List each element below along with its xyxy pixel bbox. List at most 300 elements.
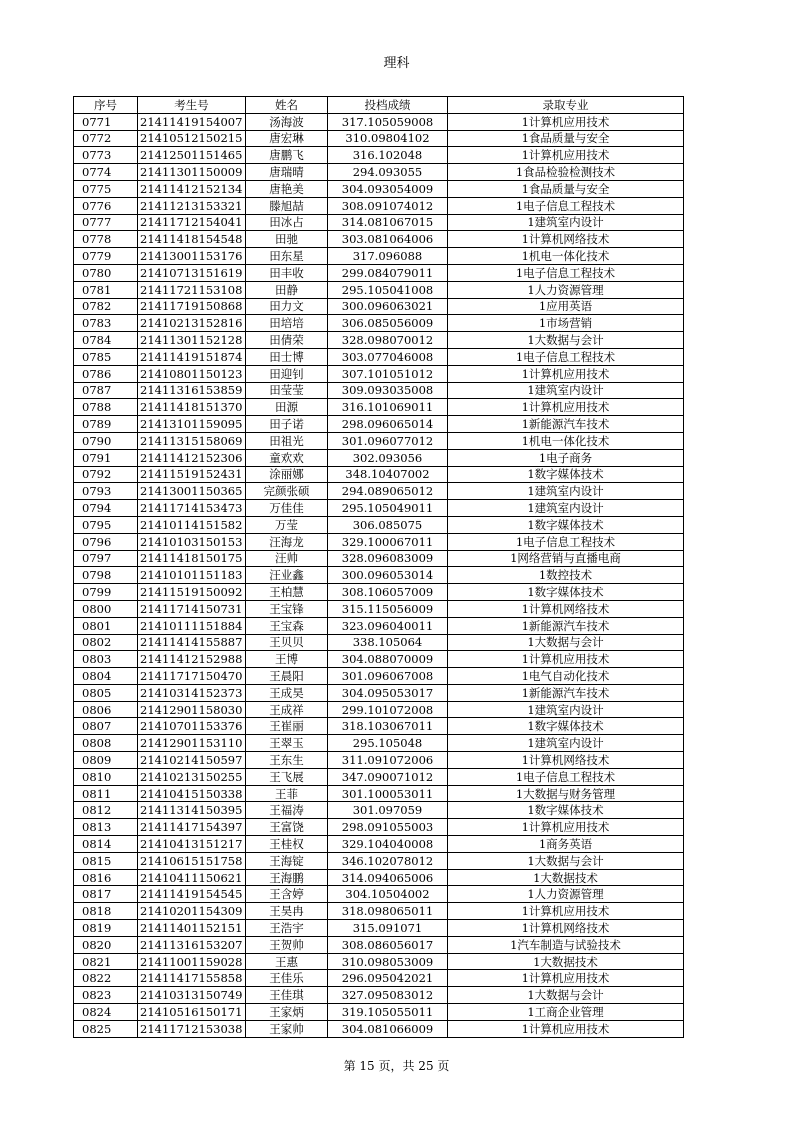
cell-seq: 0824: [74, 1004, 138, 1021]
cell-name: 王福涛: [246, 802, 328, 819]
cell-exam-number: 21411419151874: [138, 348, 246, 365]
cell-name: 王浩宇: [246, 920, 328, 937]
cell-score: 308.106057009: [328, 584, 448, 601]
cell-seq: 0821: [74, 953, 138, 970]
cell-seq: 0817: [74, 886, 138, 903]
cell-name: 王海锭: [246, 852, 328, 869]
cell-score: 301.097059: [328, 802, 448, 819]
cell-seq: 0783: [74, 315, 138, 332]
table-row: [74, 903, 684, 920]
cell-name: 王崔丽: [246, 718, 328, 735]
cell-score: 294.089065012: [328, 483, 448, 500]
cell-score: 347.090071012: [328, 768, 448, 785]
cell-exam-number: 21411315158069: [138, 432, 246, 449]
table-row: [74, 701, 684, 718]
cell-score: 304.093054009: [328, 180, 448, 197]
cell-exam-number: 21411301150009: [138, 164, 246, 181]
cell-score: 303.081064006: [328, 231, 448, 248]
cell-exam-number: 21411316153207: [138, 936, 246, 953]
cell-exam-number: 21410103150153: [138, 533, 246, 550]
cell-major: 1计算机网络技术: [448, 752, 684, 769]
cell-name: 田冰占: [246, 214, 328, 231]
cell-seq: 0793: [74, 483, 138, 500]
cell-seq: 0782: [74, 298, 138, 315]
cell-exam-number: 21411714153473: [138, 500, 246, 517]
cell-major: 1电子信息工程技术: [448, 348, 684, 365]
cell-major: 1汽车制造与试验技术: [448, 936, 684, 953]
cell-seq: 0790: [74, 432, 138, 449]
cell-exam-number: 21411417155858: [138, 970, 246, 987]
table-row: [74, 600, 684, 617]
table-row: [74, 416, 684, 433]
cell-major: 1人力资源管理: [448, 281, 684, 298]
cell-name: 田驰: [246, 231, 328, 248]
cell-major: 1电气自动化技术: [448, 668, 684, 685]
cell-name: 田丰收: [246, 264, 328, 281]
cell-exam-number: 21411401152151: [138, 920, 246, 937]
cell-exam-number: 21411301152128: [138, 332, 246, 349]
cell-seq: 0810: [74, 768, 138, 785]
cell-name: 王菲: [246, 785, 328, 802]
cell-name: 田迎钊: [246, 365, 328, 382]
cell-major: 1电子商务: [448, 449, 684, 466]
cell-major: 1人力资源管理: [448, 886, 684, 903]
cell-name: 王晨阳: [246, 668, 328, 685]
table-row: [74, 332, 684, 349]
table-row: [74, 852, 684, 869]
cell-name: 王海鹏: [246, 869, 328, 886]
cell-major: 1数字媒体技术: [448, 466, 684, 483]
cell-seq: 0798: [74, 567, 138, 584]
cell-name: 王柏慧: [246, 584, 328, 601]
cell-exam-number: 21412901158030: [138, 701, 246, 718]
table-row: [74, 248, 684, 265]
table-row: [74, 920, 684, 937]
cell-exam-number: 21410512150215: [138, 130, 246, 147]
table-row: [74, 735, 684, 752]
table-row: [74, 953, 684, 970]
table-row: [74, 483, 684, 500]
cell-score: 304.088070009: [328, 651, 448, 668]
table-row: [74, 516, 684, 533]
cell-score: 317.096088: [328, 248, 448, 265]
cell-score: 346.102078012: [328, 852, 448, 869]
table-row: [74, 651, 684, 668]
cell-name: 唐宏琳: [246, 130, 328, 147]
page-title: 理科: [383, 56, 410, 71]
table-row: [74, 180, 684, 197]
header-seq: 序号: [74, 97, 138, 114]
cell-major: 1数字媒体技术: [448, 584, 684, 601]
cell-seq: 0811: [74, 785, 138, 802]
cell-score: 300.096063021: [328, 298, 448, 315]
cell-score: 301.100053011: [328, 785, 448, 802]
cell-seq: 0781: [74, 281, 138, 298]
header-major: 录取专业: [448, 97, 684, 114]
cell-score: 303.077046008: [328, 348, 448, 365]
cell-seq: 0807: [74, 718, 138, 735]
table-row: [74, 298, 684, 315]
table-row: [74, 399, 684, 416]
cell-name: 王博: [246, 651, 328, 668]
cell-score: 298.096065014: [328, 416, 448, 433]
cell-major: 1大数据与会计: [448, 634, 684, 651]
cell-name: 唐艳美: [246, 180, 328, 197]
table-row: [74, 214, 684, 231]
cell-exam-number: 21410313150749: [138, 987, 246, 1004]
cell-seq: 0787: [74, 382, 138, 399]
cell-score: 301.096067008: [328, 668, 448, 685]
cell-score: 328.096083009: [328, 550, 448, 567]
cell-exam-number: 21411418151370: [138, 399, 246, 416]
cell-seq: 0780: [74, 264, 138, 281]
cell-major: 1食品质量与安全: [448, 130, 684, 147]
cell-exam-number: 21410701153376: [138, 718, 246, 735]
table-row: [74, 819, 684, 836]
cell-exam-number: 21411419154545: [138, 886, 246, 903]
cell-score: 323.096040011: [328, 617, 448, 634]
cell-major: 1计算机应用技术: [448, 399, 684, 416]
cell-seq: 0813: [74, 819, 138, 836]
cell-name: 田莹莹: [246, 382, 328, 399]
cell-score: 299.101072008: [328, 701, 448, 718]
cell-name: 王昊冉: [246, 903, 328, 920]
cell-exam-number: 21411418154548: [138, 231, 246, 248]
cell-major: 1大数据技术: [448, 953, 684, 970]
cell-seq: 0775: [74, 180, 138, 197]
table-row: [74, 802, 684, 819]
cell-name: 田静: [246, 281, 328, 298]
table-row: [74, 1020, 684, 1037]
cell-major: 1新能源汽车技术: [448, 617, 684, 634]
cell-name: 滕旭喆: [246, 197, 328, 214]
cell-major: 1数字媒体技术: [448, 718, 684, 735]
cell-name: 万佳佳: [246, 500, 328, 517]
cell-exam-number: 21410415150338: [138, 785, 246, 802]
cell-major: 1计算机网络技术: [448, 231, 684, 248]
table-row: [74, 752, 684, 769]
cell-name: 王东生: [246, 752, 328, 769]
cell-exam-number: 21412901153110: [138, 735, 246, 752]
cell-exam-number: 21411412152988: [138, 651, 246, 668]
cell-name: 王富饶: [246, 819, 328, 836]
cell-exam-number: 21410713151619: [138, 264, 246, 281]
cell-exam-number: 21411712153038: [138, 1020, 246, 1037]
cell-major: 1计算机应用技术: [448, 970, 684, 987]
cell-exam-number: 21410101151183: [138, 567, 246, 584]
table-row: [74, 533, 684, 550]
cell-name: 王含婷: [246, 886, 328, 903]
cell-name: 王佳琪: [246, 987, 328, 1004]
cell-major: 1建筑室内设计: [448, 483, 684, 500]
cell-score: 294.093055: [328, 164, 448, 181]
cell-exam-number: 21413001153176: [138, 248, 246, 265]
cell-name: 田士博: [246, 348, 328, 365]
table-row: [74, 768, 684, 785]
cell-major: 1食品检验检测技术: [448, 164, 684, 181]
cell-seq: 0772: [74, 130, 138, 147]
cell-seq: 0771: [74, 113, 138, 130]
table-row: [74, 500, 684, 517]
cell-major: 1计算机应用技术: [448, 651, 684, 668]
cell-score: 310.098053009: [328, 953, 448, 970]
cell-seq: 0803: [74, 651, 138, 668]
table-row: [74, 113, 684, 130]
cell-score: 316.101069011: [328, 399, 448, 416]
cell-seq: 0808: [74, 735, 138, 752]
cell-major: 1电子信息工程技术: [448, 197, 684, 214]
cell-name: 田子诺: [246, 416, 328, 433]
cell-score: 306.085056009: [328, 315, 448, 332]
cell-score: 302.093056: [328, 449, 448, 466]
cell-exam-number: 21411721153108: [138, 281, 246, 298]
cell-exam-number: 21411519152431: [138, 466, 246, 483]
cell-seq: 0806: [74, 701, 138, 718]
cell-seq: 0814: [74, 836, 138, 853]
cell-major: 1计算机应用技术: [448, 819, 684, 836]
cell-name: 涂丽娜: [246, 466, 328, 483]
table-row: [74, 869, 684, 886]
cell-major: 1数控技术: [448, 567, 684, 584]
cell-name: 田倩荣: [246, 332, 328, 349]
table-row: [74, 634, 684, 651]
cell-exam-number: 21410516150171: [138, 1004, 246, 1021]
cell-name: 王成昊: [246, 684, 328, 701]
cell-score: 295.105049011: [328, 500, 448, 517]
header-name: 姓名: [246, 97, 328, 114]
cell-score: 315.115056009: [328, 600, 448, 617]
cell-score: 304.095053017: [328, 684, 448, 701]
cell-seq: 0816: [74, 869, 138, 886]
cell-major: 1新能源汽车技术: [448, 416, 684, 433]
cell-score: 310.09804102: [328, 130, 448, 147]
cell-major: 1计算机应用技术: [448, 365, 684, 382]
table-row: [74, 164, 684, 181]
cell-score: 308.091074012: [328, 197, 448, 214]
cell-seq: 0788: [74, 399, 138, 416]
cell-major: 1建筑室内设计: [448, 735, 684, 752]
cell-exam-number: 21413001150365: [138, 483, 246, 500]
cell-score: 298.091055003: [328, 819, 448, 836]
table-row: [74, 886, 684, 903]
cell-score: 299.084079011: [328, 264, 448, 281]
cell-exam-number: 21410413151217: [138, 836, 246, 853]
table-row: [74, 785, 684, 802]
cell-seq: 0774: [74, 164, 138, 181]
table-row: [74, 130, 684, 147]
table-row: [74, 264, 684, 281]
cell-name: 童欢欢: [246, 449, 328, 466]
cell-major: 1计算机应用技术: [448, 113, 684, 130]
cell-seq: 0812: [74, 802, 138, 819]
cell-score: 328.098070012: [328, 332, 448, 349]
cell-exam-number: 21411714150731: [138, 600, 246, 617]
cell-major: 1机电一体化技术: [448, 248, 684, 265]
cell-seq: 0799: [74, 584, 138, 601]
cell-score: 315.091071: [328, 920, 448, 937]
cell-name: 汪海龙: [246, 533, 328, 550]
cell-seq: 0776: [74, 197, 138, 214]
cell-exam-number: 21411414155887: [138, 634, 246, 651]
cell-major: 1计算机应用技术: [448, 1020, 684, 1037]
cell-seq: 0825: [74, 1020, 138, 1037]
cell-score: 300.096053014: [328, 567, 448, 584]
cell-exam-number: 21410201154309: [138, 903, 246, 920]
cell-score: 317.105059008: [328, 113, 448, 130]
cell-seq: 0784: [74, 332, 138, 349]
cell-seq: 0802: [74, 634, 138, 651]
cell-exam-number: 21411316153859: [138, 382, 246, 399]
cell-exam-number: 21411314150395: [138, 802, 246, 819]
cell-major: 1建筑室内设计: [448, 701, 684, 718]
table-row: [74, 1004, 684, 1021]
cell-exam-number: 21411519150092: [138, 584, 246, 601]
cell-score: 314.081067015: [328, 214, 448, 231]
table-row: [74, 432, 684, 449]
admission-table: [73, 96, 684, 1038]
table-row: [74, 449, 684, 466]
cell-name: 田力文: [246, 298, 328, 315]
cell-name: 王飞展: [246, 768, 328, 785]
cell-major: 1计算机应用技术: [448, 147, 684, 164]
cell-exam-number: 21411412152306: [138, 449, 246, 466]
cell-seq: 0819: [74, 920, 138, 937]
table-row: [74, 567, 684, 584]
cell-major: 1建筑室内设计: [448, 500, 684, 517]
cell-score: 308.086056017: [328, 936, 448, 953]
cell-seq: 0818: [74, 903, 138, 920]
cell-seq: 0800: [74, 600, 138, 617]
cell-exam-number: 21413101159095: [138, 416, 246, 433]
table-row: [74, 668, 684, 685]
cell-name: 王宝锋: [246, 600, 328, 617]
cell-name: 王成祥: [246, 701, 328, 718]
cell-name: 汤海波: [246, 113, 328, 130]
cell-score: 304.10504002: [328, 886, 448, 903]
cell-score: 329.104040008: [328, 836, 448, 853]
cell-exam-number: 21411712154041: [138, 214, 246, 231]
cell-major: 1数字媒体技术: [448, 516, 684, 533]
cell-exam-number: 21411719150868: [138, 298, 246, 315]
cell-score: 319.105055011: [328, 1004, 448, 1021]
cell-name: 王惠: [246, 953, 328, 970]
table-row: [74, 466, 684, 483]
cell-seq: 0815: [74, 852, 138, 869]
cell-seq: 0794: [74, 500, 138, 517]
cell-score: 338.105064: [328, 634, 448, 651]
table-row: [74, 584, 684, 601]
cell-exam-number: 21411417154397: [138, 819, 246, 836]
cell-name: 王贺帅: [246, 936, 328, 953]
cell-major: 1网络营销与直播电商: [448, 550, 684, 567]
cell-major: 1计算机网络技术: [448, 920, 684, 937]
cell-name: 王佳乐: [246, 970, 328, 987]
cell-exam-number: 21411418150175: [138, 550, 246, 567]
table-row: [74, 617, 684, 634]
cell-name: 王桂权: [246, 836, 328, 853]
cell-name: 田东星: [246, 248, 328, 265]
table-row: [74, 365, 684, 382]
table-row: [74, 936, 684, 953]
cell-major: 1市场营销: [448, 315, 684, 332]
table-row: [74, 147, 684, 164]
cell-name: 万莹: [246, 516, 328, 533]
cell-score: 329.100067011: [328, 533, 448, 550]
cell-exam-number: 21411412152134: [138, 180, 246, 197]
table-row: [74, 231, 684, 248]
cell-major: 1大数据与财务管理: [448, 785, 684, 802]
cell-seq: 0785: [74, 348, 138, 365]
cell-score: 295.105041008: [328, 281, 448, 298]
cell-major: 1大数据技术: [448, 869, 684, 886]
header-score: 投档成绩: [328, 97, 448, 114]
cell-seq: 0789: [74, 416, 138, 433]
cell-seq: 0795: [74, 516, 138, 533]
table-body: [74, 113, 684, 1037]
table-row: [74, 970, 684, 987]
cell-exam-number: 21411419154007: [138, 113, 246, 130]
cell-exam-number: 21410615151758: [138, 852, 246, 869]
cell-name: 王家帅: [246, 1020, 328, 1037]
cell-major: 1电子信息工程技术: [448, 768, 684, 785]
cell-score: 314.094065006: [328, 869, 448, 886]
table-row: [74, 197, 684, 214]
cell-score: 296.095042021: [328, 970, 448, 987]
cell-seq: 0822: [74, 970, 138, 987]
table-row: [74, 684, 684, 701]
table-row: [74, 836, 684, 853]
cell-seq: 0823: [74, 987, 138, 1004]
cell-exam-number: 21410411150621: [138, 869, 246, 886]
cell-exam-number: 21410111151884: [138, 617, 246, 634]
table-row: [74, 348, 684, 365]
cell-exam-number: 21411001159028: [138, 953, 246, 970]
cell-seq: 0809: [74, 752, 138, 769]
cell-name: 田源: [246, 399, 328, 416]
cell-score: 327.095083012: [328, 987, 448, 1004]
cell-score: 348.10407002: [328, 466, 448, 483]
cell-seq: 0786: [74, 365, 138, 382]
cell-score: 304.081066009: [328, 1020, 448, 1037]
cell-exam-number: 21410213152816: [138, 315, 246, 332]
cell-seq: 0777: [74, 214, 138, 231]
page-footer: 第 15 页，共 25 页: [343, 1059, 450, 1073]
cell-major: 1工商企业管理: [448, 1004, 684, 1021]
cell-score: 309.093035008: [328, 382, 448, 399]
cell-major: 1商务英语: [448, 836, 684, 853]
cell-name: 唐鹏飞: [246, 147, 328, 164]
cell-score: 295.105048: [328, 735, 448, 752]
cell-exam-number: 21412501151465: [138, 147, 246, 164]
cell-score: 301.096077012: [328, 432, 448, 449]
cell-seq: 0779: [74, 248, 138, 265]
cell-exam-number: 21411717150470: [138, 668, 246, 685]
cell-major: 1应用英语: [448, 298, 684, 315]
cell-exam-number: 21410801150123: [138, 365, 246, 382]
cell-name: 田祖光: [246, 432, 328, 449]
cell-exam-number: 21411213153321: [138, 197, 246, 214]
cell-name: 王贝贝: [246, 634, 328, 651]
cell-name: 汪业鑫: [246, 567, 328, 584]
cell-major: 1电子信息工程技术: [448, 264, 684, 281]
cell-score: 307.101051012: [328, 365, 448, 382]
cell-major: 1计算机应用技术: [448, 903, 684, 920]
table-row: [74, 550, 684, 567]
cell-seq: 0792: [74, 466, 138, 483]
table-row: [74, 382, 684, 399]
cell-major: 1新能源汽车技术: [448, 684, 684, 701]
table-row: [74, 987, 684, 1004]
